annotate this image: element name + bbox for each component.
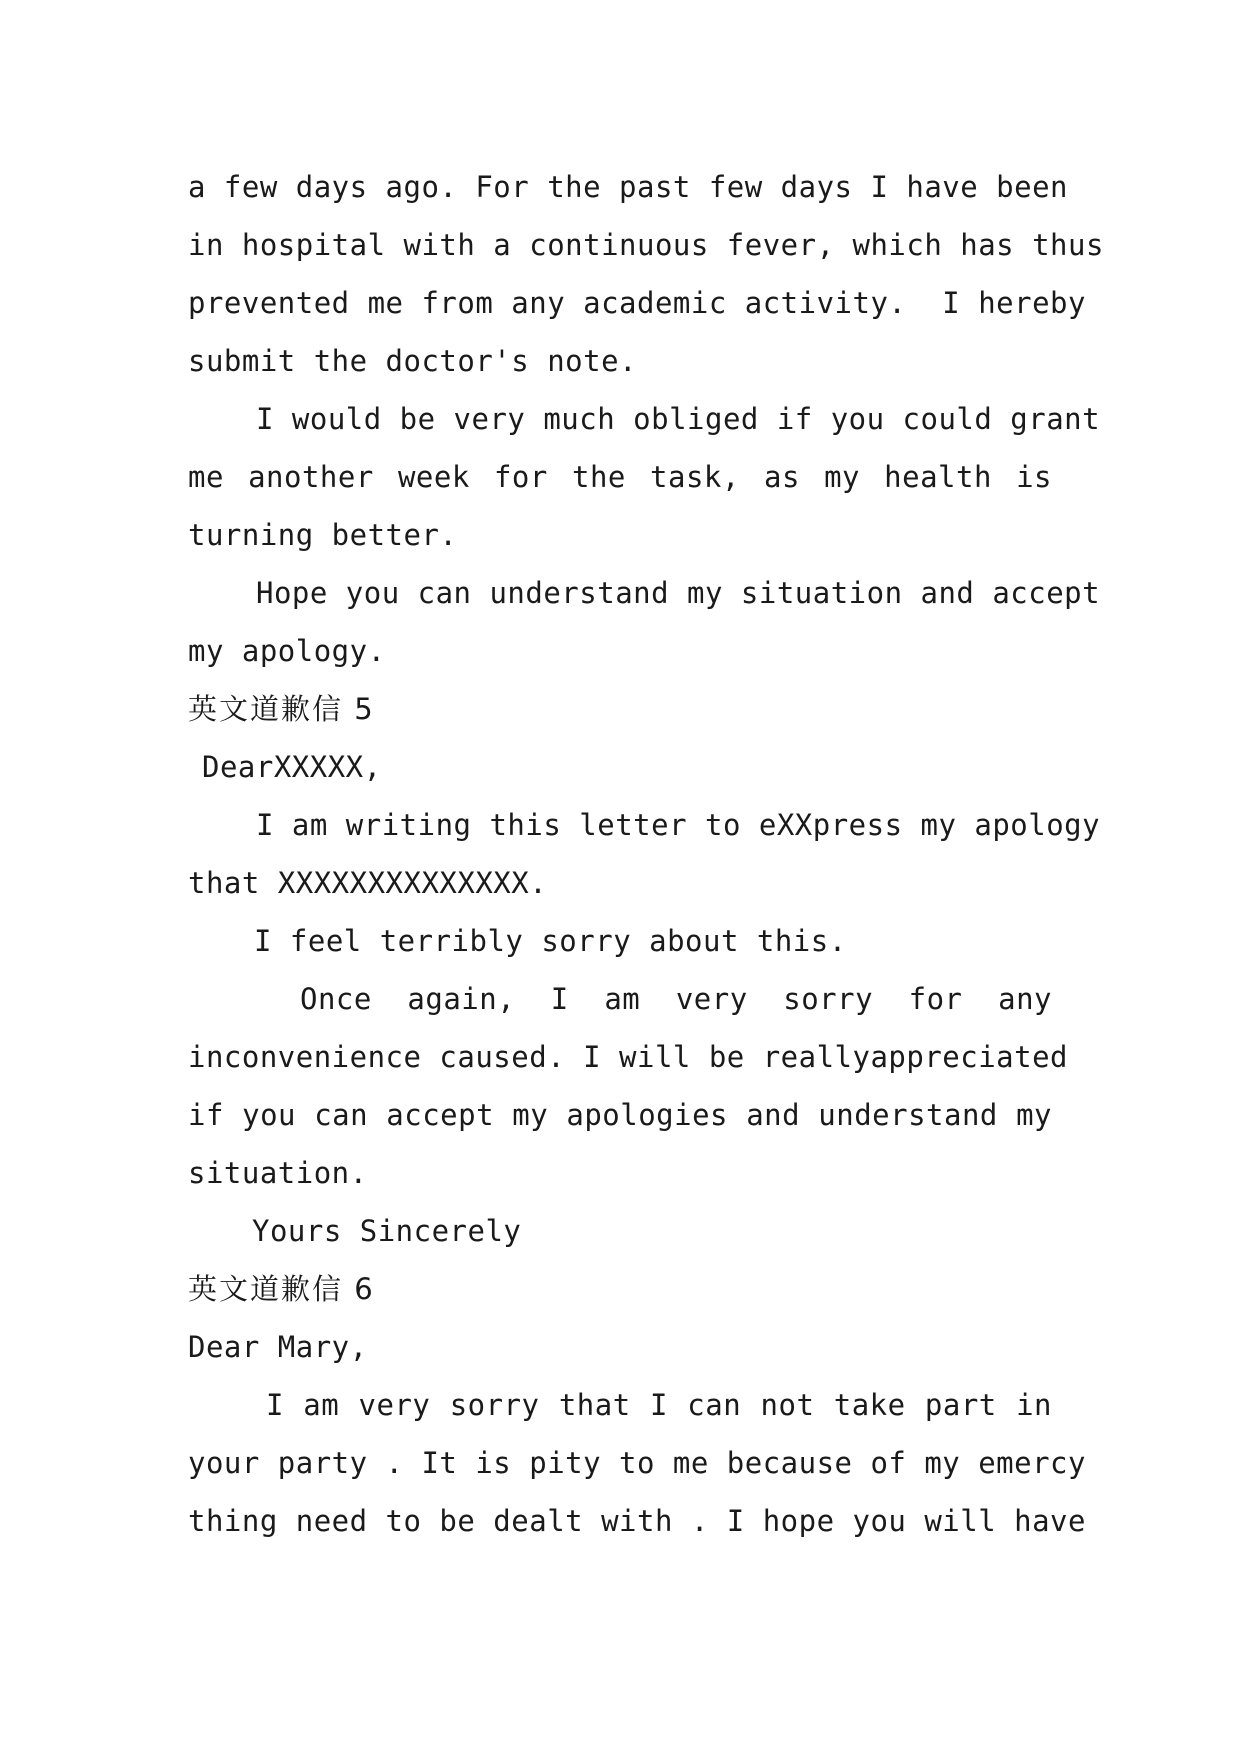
text-line: situation. (188, 1156, 368, 1190)
text-line: in hospital with a continuous fever, which has thus (188, 228, 1104, 262)
text-line: Once again, I am very sorry for any (300, 982, 1052, 1016)
section-heading: 英文道歉信 6 (188, 1272, 375, 1306)
text-line: I am very sorry that I can not take part in (266, 1388, 1052, 1422)
text-line: a few days ago. For the past few days I have been (188, 170, 1069, 204)
text-line: prevented me from any academic activity. I hereby (188, 286, 1086, 320)
closing: Yours Sincerely (252, 1214, 522, 1248)
text-line: if you can accept my apologies and understand my (188, 1098, 1052, 1132)
text-line: I am writing this letter to eXXpress my apology (256, 808, 1101, 842)
text-line: Hope you can understand my situation and accept (256, 576, 1101, 610)
text-line: thing need to be dealt with . I hope you will have (188, 1504, 1086, 1538)
salutation: Dear Mary, (188, 1330, 368, 1364)
text-line: me another week for the task, as my health is (188, 460, 1052, 494)
text-line: your party . It is pity to me because of my emercy (188, 1446, 1086, 1480)
text-line: turning better. (188, 518, 458, 552)
text-line: my apology. (188, 634, 386, 668)
section-heading: 英文道歉信 5 (188, 692, 375, 726)
salutation: DearXXXXX, (202, 750, 382, 784)
text-line: that XXXXXXXXXXXXXX. (188, 866, 548, 900)
text-line: I would be very much obliged if you could grant (256, 402, 1101, 436)
text-line: submit the doctor's note. (188, 344, 637, 378)
text-line: I feel terribly sorry about this. (254, 924, 847, 958)
text-line: inconvenience caused. I will be reallyappreciated (188, 1040, 1069, 1074)
